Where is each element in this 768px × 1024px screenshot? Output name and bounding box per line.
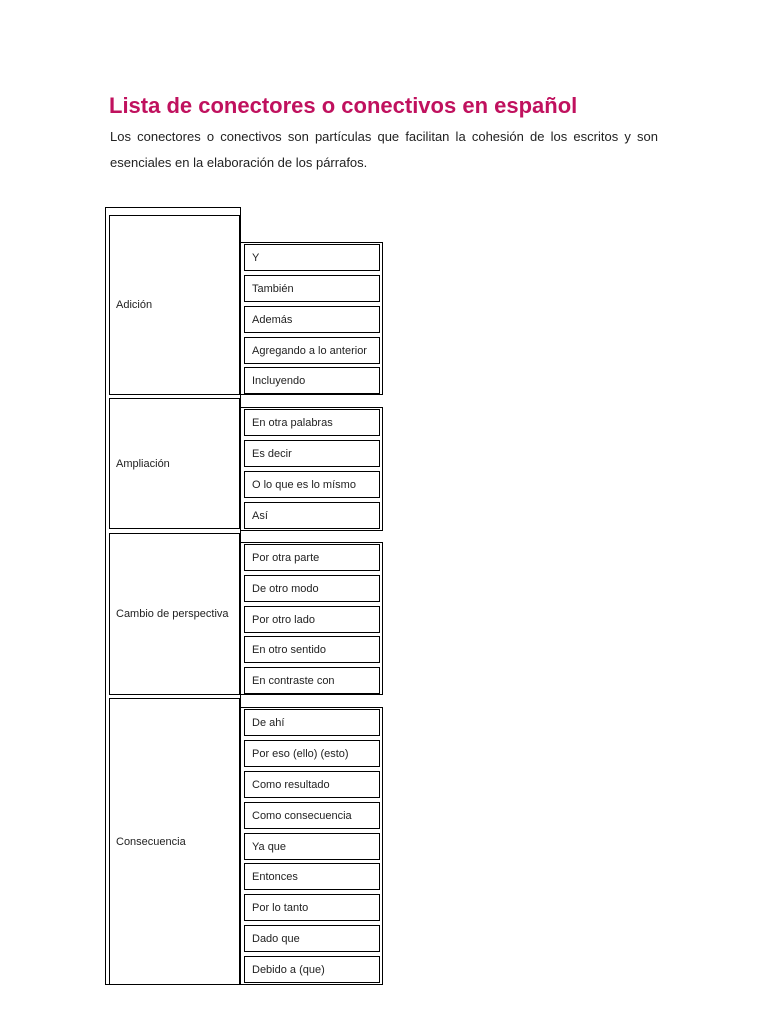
connector-cell: Es decir: [244, 440, 380, 467]
page-title: Lista de conectores o conectivos en español: [109, 93, 578, 118]
category-cell: Cambio de perspectiva: [109, 533, 240, 695]
connector-cell: Como consecuencia: [244, 802, 380, 829]
connector-cell: Por eso (ello) (esto): [244, 740, 380, 767]
connector-cell: Incluyendo: [244, 367, 380, 394]
connector-cell: Ya que: [244, 833, 380, 860]
connector-cell: Además: [244, 306, 380, 333]
category-cell: Ampliación: [109, 398, 240, 529]
connector-cell: Entonces: [244, 863, 380, 890]
connector-cell: Como resultado: [244, 771, 380, 798]
connector-cell: Por otra parte: [244, 544, 380, 571]
connector-cell: O lo que es lo mísmo: [244, 471, 380, 498]
connector-cell: En otra palabras: [244, 409, 380, 436]
connector-cell: De ahí: [244, 709, 380, 736]
connector-cell: Debido a (que): [244, 956, 380, 983]
connector-cell: Por lo tanto: [244, 894, 380, 921]
connector-cell: Por otro lado: [244, 606, 380, 633]
connector-cell: Y: [244, 244, 380, 271]
connector-cell: En otro sentido: [244, 636, 380, 663]
connector-cell: Dado que: [244, 925, 380, 952]
connector-cell: Así: [244, 502, 380, 529]
intro-paragraph: Los conectores o conectivos son partículas que facilitan la cohesión de los escritos y son esenciales en la elaboración de los párrafos.: [110, 129, 658, 170]
connector-cell: Agregando a lo anterior: [244, 337, 380, 364]
connector-cell: También: [244, 275, 380, 302]
connector-cell: De otro modo: [244, 575, 380, 602]
category-cell: Consecuencia: [109, 698, 240, 985]
category-cell: Adición: [109, 215, 240, 395]
connector-cell: En contraste con: [244, 667, 380, 694]
